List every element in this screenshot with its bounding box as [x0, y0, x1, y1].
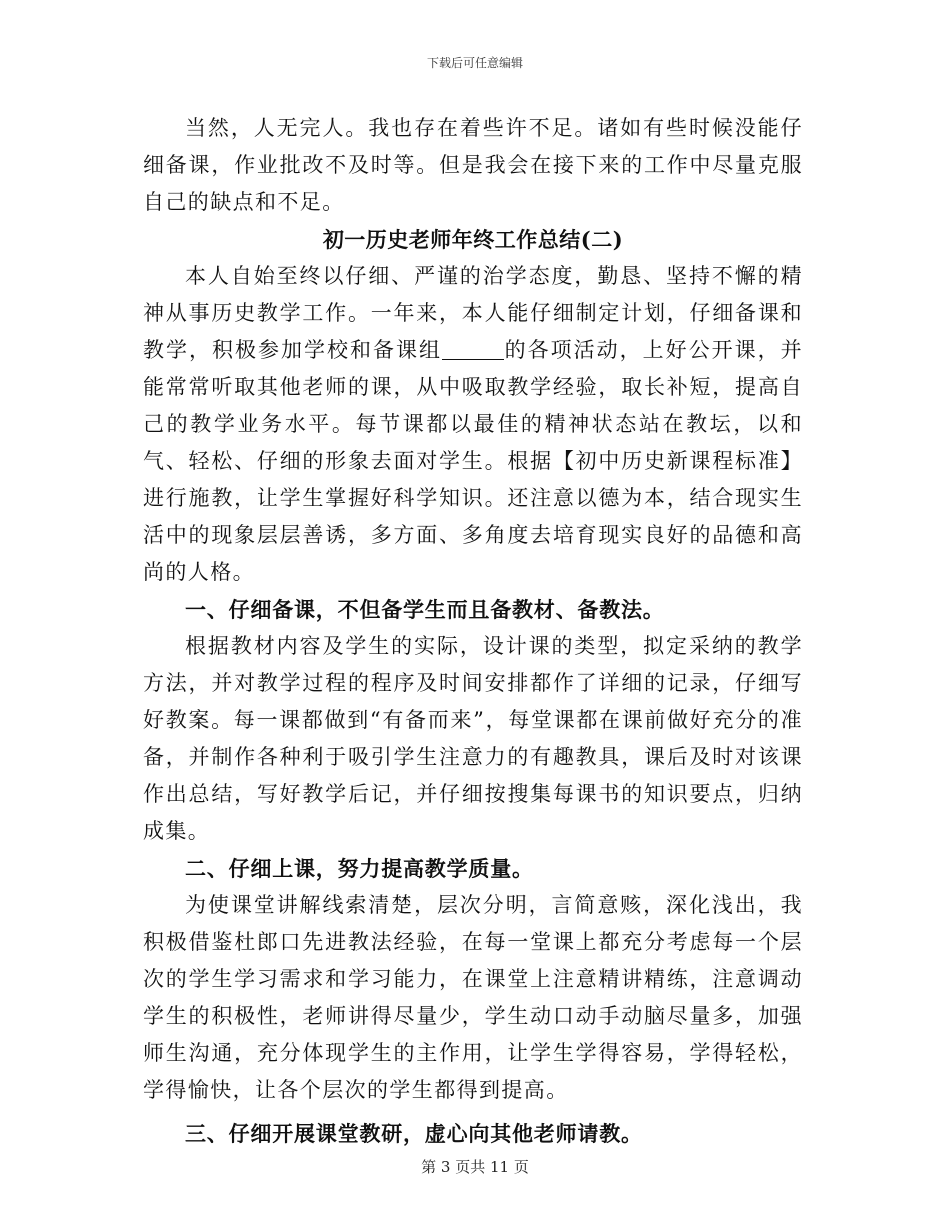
paragraph-introduction: [143, 258, 803, 591]
paragraph-teaching-quality: 为使课堂讲解线索清楚，层次分明，言简意赅，深化浅出，我积极借鉴杜郎口先进教法经验，在每一堂课上都充分考虑每一个层次的学生学习需求和学习能力，在课堂上注意精讲精练，注意调动学生的积极性，老师讲得尽量少，学生动口动手动脑尽量多，加强师生沟通，充分体现学生的主作用，让学生学得容易，学得轻松，学得愉快，让各个层次的学生都得到提高。: [143, 893, 803, 1102]
intro-text-after-blank: 的各项活动，上好公开课，并能常常听取其他老师的课，从中吸取教学经验，取长补短，提高自己的教学业务水平。每节课都以最佳的精神状态站在教坛，以和气、轻松、仔细的形象去面对学生。根据【初中历史新课程标准】进行施教，让学生掌握好科学知识。还注意以德为本，结合现实生活中的现象层层善诱，多方面、多角度去培育现实良好的品德和高尚的人格。: [143, 338, 803, 584]
paragraph-conclusion: 当然，人无完人。我也存在着些许不足。诸如有些时候没能仔细备课，作业批改不及时等。但是我会在接下来的工作中尽量克服自己的缺点和不足。: [143, 116, 803, 214]
fill-in-blank: [442, 338, 504, 360]
paragraph-lesson-preparation: 根据教材内容及学生的实际，设计课的类型，拟定采纳的教学方法，并对教学过程的程序及时间安排都作了详细的记录，仔细写好教案。每一课都做到“有备而来”，每堂课都在课前做好充分的准备，并制作各种利于吸引学生注意力的有趣教具，课后及时对该课作出总结，写好教学后记，并仔细按搜集每课书的知识要点，归纳成集。: [143, 634, 803, 843]
page-header-note: 下载后可任意编辑: [426, 56, 523, 70]
section-heading-1: 一、仔细备课，不但备学生而且备教材、备教法。: [185, 597, 665, 622]
document-title: 初一历史老师年终工作总结(二): [322, 227, 624, 252]
section-heading-2: 二、仔细上课，努力提高教学质量。: [185, 856, 534, 881]
section-heading-3: 三、仔细开展课堂教研，虚心向其他老师请教。: [185, 1121, 643, 1146]
intro-text-before-blank: 本人自始至终以仔细、严谨的治学态度，勤恳、坚持不懈的精神从事历史教学工作。一年来，本人能仔细制定计划，仔细备课和教学，积极参加学校和备课组: [143, 264, 803, 362]
document-body: [143, 110, 803, 1152]
page-number: 第 3 页共 11 页: [421, 1158, 529, 1176]
